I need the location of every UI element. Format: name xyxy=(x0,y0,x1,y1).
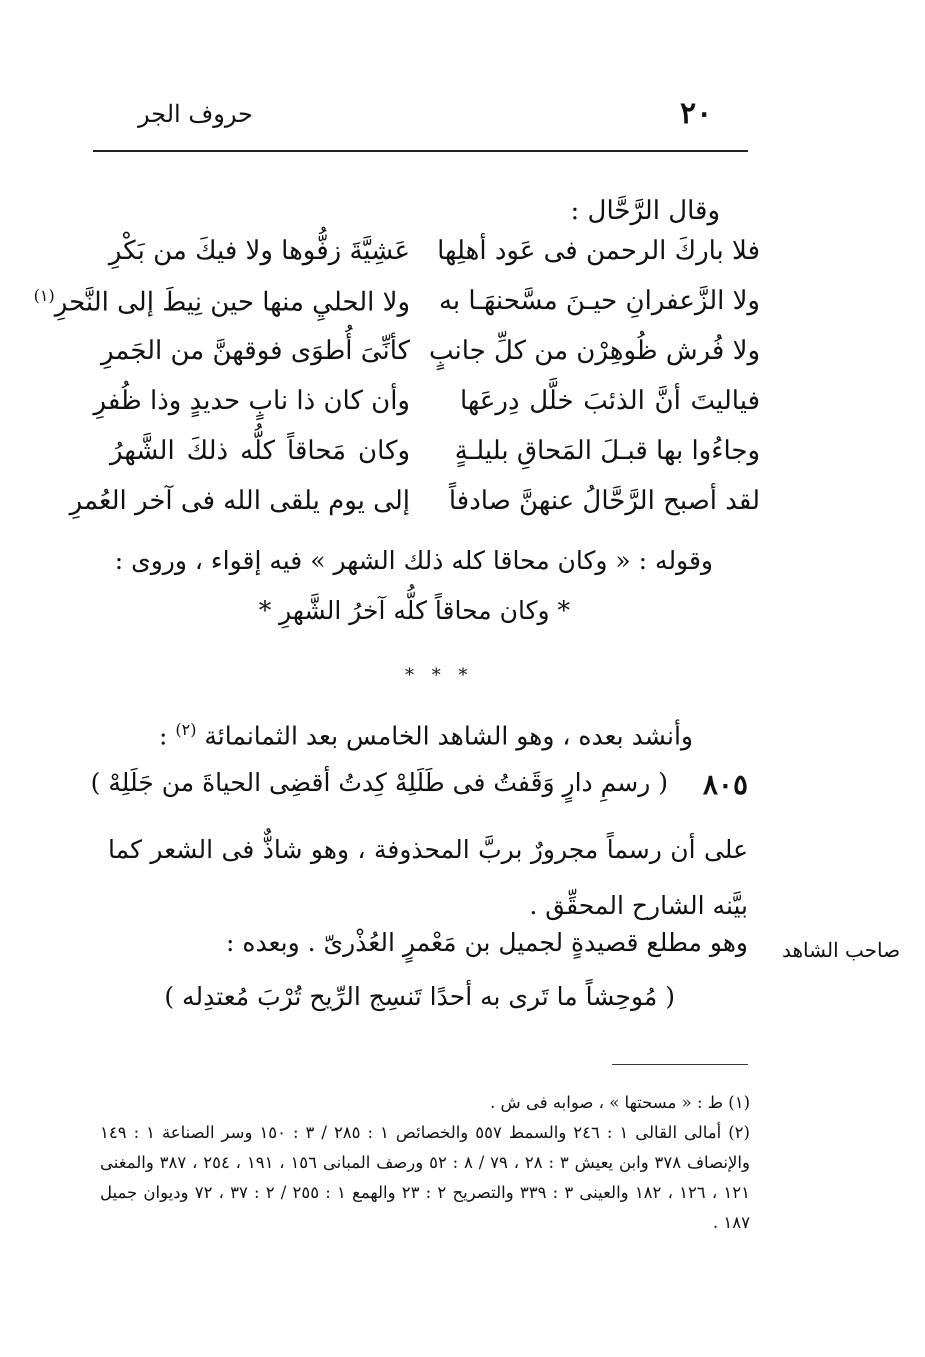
verse-line xyxy=(33,286,760,336)
verse-second-hemistich: كأنِّىَ أُطوَى فوقهنَّ من الجَمرِ xyxy=(100,336,410,366)
verse-first-hemistich: ولا فُرش ظُوهِرْن من كلِّ جانبٍ xyxy=(428,336,760,366)
verse-first-hemistich: فلا باركَ الرحمن فى عَود أهلِها xyxy=(437,236,760,266)
shahid-number: ٨٠٥ xyxy=(702,768,748,801)
footnote-rule xyxy=(612,1064,748,1065)
recital-line xyxy=(159,720,693,750)
footnotes xyxy=(100,1088,750,1238)
recital-tail: : xyxy=(158,721,176,751)
grammatical-gloss: على أن رسماً مجرورٌ بربَّ المحذوفة ، وهو شاذٌّ فى الشعر كما بيَّنه الشارح المحقِّق . xyxy=(108,835,748,920)
footnote-marker: (١) xyxy=(33,286,55,305)
variant-reading: * وكان محاقاً كلُّه آخرُ الشَّهرِ * xyxy=(258,596,570,625)
following-verse: ( مُوحِشاً ما تَرى به أحدًا تَنسِج الرِّيح تُرْبَ مُعتدِله ) xyxy=(164,982,675,1011)
verse-second-hemistich-text: ولا الحليِ منها حين نِيطَ إلى النَّحرِ xyxy=(54,287,410,318)
verse-comment: وقوله : « وكان محاقا كله ذلك الشهر » فيه إقواء ، وروى : xyxy=(114,546,713,575)
section-separator: * * * xyxy=(405,665,474,686)
verse-line xyxy=(100,336,760,386)
shahid-verse-line xyxy=(90,768,748,812)
verse-line xyxy=(69,486,760,536)
verse-first-hemistich: وجاءُوا بها قبـلَ المَحاقِ بليلـةٍ xyxy=(454,436,760,466)
poem-attribution: وهو مطلع قصيدةٍ لجميل بن مَعْمرٍ العُذْرىّ . وبعده : xyxy=(225,928,748,957)
verse-second-hemistich: عَشِيَّةَ زفُّوها ولا فيكَ من بَكْرِ xyxy=(108,236,410,266)
verse-second-hemistich: وكان مَحاقاً كلُّه ذلكَ الشَّهرُ xyxy=(110,436,410,466)
verse-second-hemistich: وأن كان ذا نابٍ حديدٍ وذا ظُفرِ xyxy=(93,386,410,416)
verse-line xyxy=(100,436,760,486)
verse-line xyxy=(93,386,760,436)
verse-second-hemistich: إلى يوم يلقى الله فى آخر العُمرِ xyxy=(69,486,410,516)
margin-label: صاحب الشاهد xyxy=(782,938,901,962)
page-number: ٢٠ xyxy=(680,96,713,131)
shahid-verse: ( رسمِ دارٍ وَقَفتُ فى طَلَلِهْ كِدتُ أقضِى الحياةَ من جَلَلِهْ ) xyxy=(90,768,668,797)
header-rule xyxy=(93,150,748,152)
footnote: (١) ط : « مسحتها » ، صوابه فى ش . xyxy=(490,1093,750,1112)
verse-second-hemistich xyxy=(33,286,410,318)
recital-text: وأنشد بعده ، وهو الشاهد الخامس بعد الثمانمائة xyxy=(204,721,693,751)
verse-first-hemistich: ولا الزَّعفرانِ حيـنَ مسَّحنهَـا به xyxy=(438,286,760,316)
footnote-marker: (٢) xyxy=(175,720,197,739)
verse-line xyxy=(100,236,760,286)
verse-first-hemistich: فياليتَ أنَّ الذئبَ خلَّل دِرعَها xyxy=(460,386,760,416)
running-title: حروف الجر xyxy=(138,100,253,128)
footnote: (٢) أمالى القالى ١ : ٢٤٦ والسمط ٥٥٧ والخصائص ١ : ٢٨٥ / ٣ : ١٥٠ وسر الصناعة ١ : ١٤٩ والإنصاف ٣٧٨ وابن يعيش ٣ : ٢٨ ، ٧٩ / ٨ : ٥٢ ورصف المبانى ١٥٦ ، ١٩١ ، ٢٥٤ ، ٣٨٧ والمغنى ١٢١ ، ١٢٦ ، ١٨٢ والعينى ٣ : ٣٣٩ والتصريح ٢ : ٢٣ والهمع ١ : ٢٥٥ / ٢ : ٣٧ ، ٧٢ وديوان جميل ١٨٧ . xyxy=(100,1123,750,1232)
poem-intro: وقال الرَّحَّال : xyxy=(570,196,720,226)
verse-first-hemistich: لقد أصبح الرَّحَّالُ عنهنَّ صادفاً xyxy=(448,486,760,516)
